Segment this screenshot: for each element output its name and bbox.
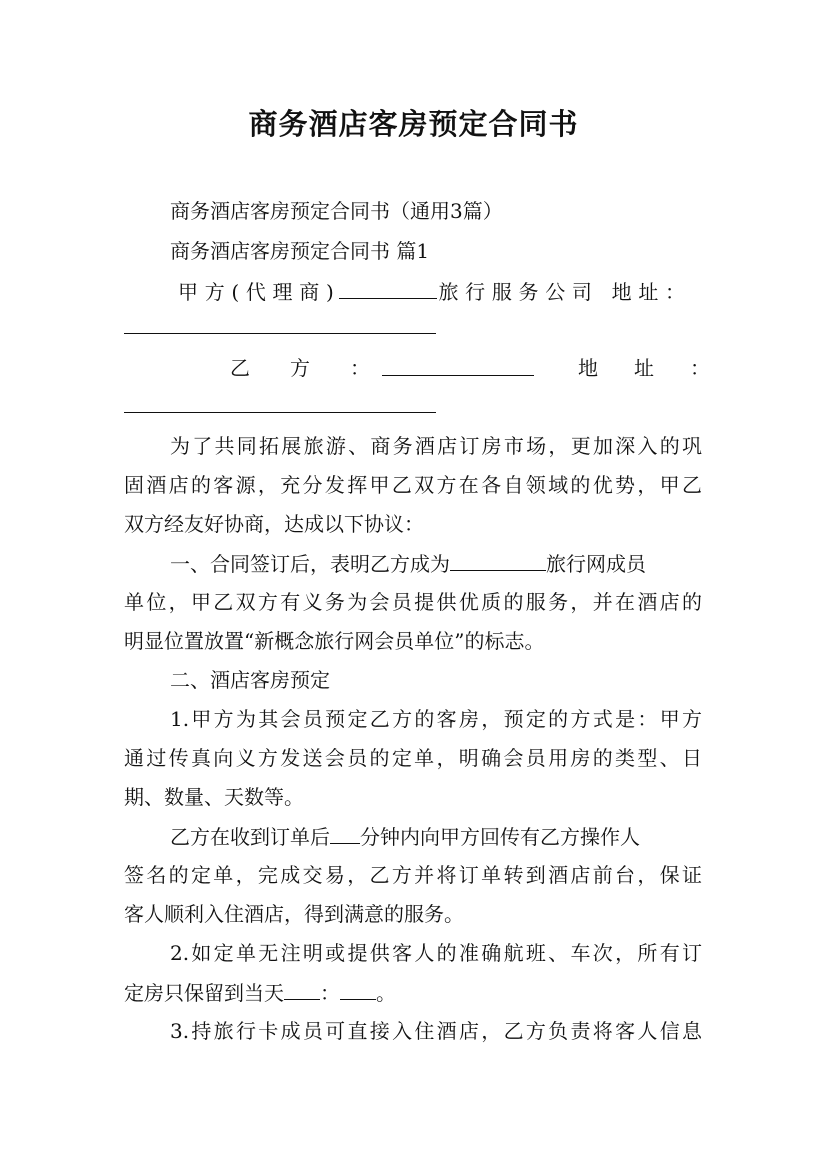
intro-line-2: 固酒店的客源，充分发挥甲乙双方在各自领域的优势，甲乙 — [124, 473, 702, 497]
reply-line-1 — [170, 823, 750, 850]
part-heading: 商务酒店客房预定合同书 篇1 — [170, 239, 430, 263]
clause-one-text-b: 旅行网成员 — [546, 552, 646, 576]
reply-line-2: 签名的定单，完成交易，乙方并将订单转到酒店前台，保证 — [124, 863, 702, 887]
reply-minutes-blank — [330, 823, 360, 844]
subtitle: 商务酒店客房预定合同书（通用3篇） — [170, 199, 503, 223]
item-2-period: 。 — [376, 981, 396, 1005]
party-b-address-label: 地址： — [578, 356, 746, 380]
intro-line-1: 为了共同拓展旅游、商务酒店订房市场，更加深入的巩 — [170, 434, 702, 458]
party-a-line — [178, 278, 690, 305]
item-2-colon: ： — [320, 981, 340, 1005]
item-1-line-2: 通过传真向义方发送会员的定单，明确会员用房的类型、日 — [124, 746, 702, 770]
section-two-heading: 二、酒店客房预定 — [170, 668, 330, 692]
item-2-minute-blank — [340, 979, 376, 1000]
party-a-prefix: 甲方(代理商) — [178, 280, 339, 304]
party-a-name-blank — [339, 278, 437, 299]
item-2-line-1: 2.如定单无注明或提供客人的准确航班、车次，所有订 — [170, 941, 702, 965]
item-3-line-1: 3.持旅行卡成员可直接入住酒店，乙方负责将客人信息 — [170, 1019, 702, 1043]
party-b-prefix: 乙方： — [230, 356, 410, 380]
intro-line-3: 双方经友好协商，达成以下协议： — [124, 512, 424, 536]
party-b-address-blank — [124, 412, 436, 413]
party-a-address-label: 地址： — [611, 280, 691, 304]
item-2-text-a: 定房只保留到当天 — [124, 981, 284, 1005]
clause-one-line-3: 明显位置放置“新概念旅行网会员单位”的标志。 — [124, 629, 545, 653]
item-1-line-3: 期、数量、天数等。 — [124, 785, 304, 809]
clause-one-blank — [450, 550, 546, 571]
party-a-suffix: 旅行服务公司 — [436, 280, 599, 304]
clause-one-text-a: 一、合同签订后，表明乙方成为 — [170, 552, 450, 576]
clause-one-line-2: 单位，甲乙双方有义务为会员提供优质的服务，并在酒店的 — [124, 590, 702, 614]
party-a-address-blank — [124, 333, 436, 334]
party-b-name-blank — [382, 355, 534, 376]
reply-line-3: 客人顺利入住酒店，得到满意的服务。 — [124, 902, 464, 926]
item-2-hour-blank — [284, 979, 320, 1000]
item-2-line-2 — [124, 979, 704, 1006]
reply-text-a: 乙方在收到订单后 — [170, 825, 330, 849]
reply-text-b: 分钟内向甲方回传有乙方操作人 — [360, 825, 640, 849]
item-1-line-1: 1.甲方为其会员预定乙方的客房，预定的方式是：甲方 — [170, 707, 702, 731]
clause-one-line-1 — [170, 550, 750, 577]
document-title: 商务酒店客房预定合同书 — [248, 107, 579, 141]
